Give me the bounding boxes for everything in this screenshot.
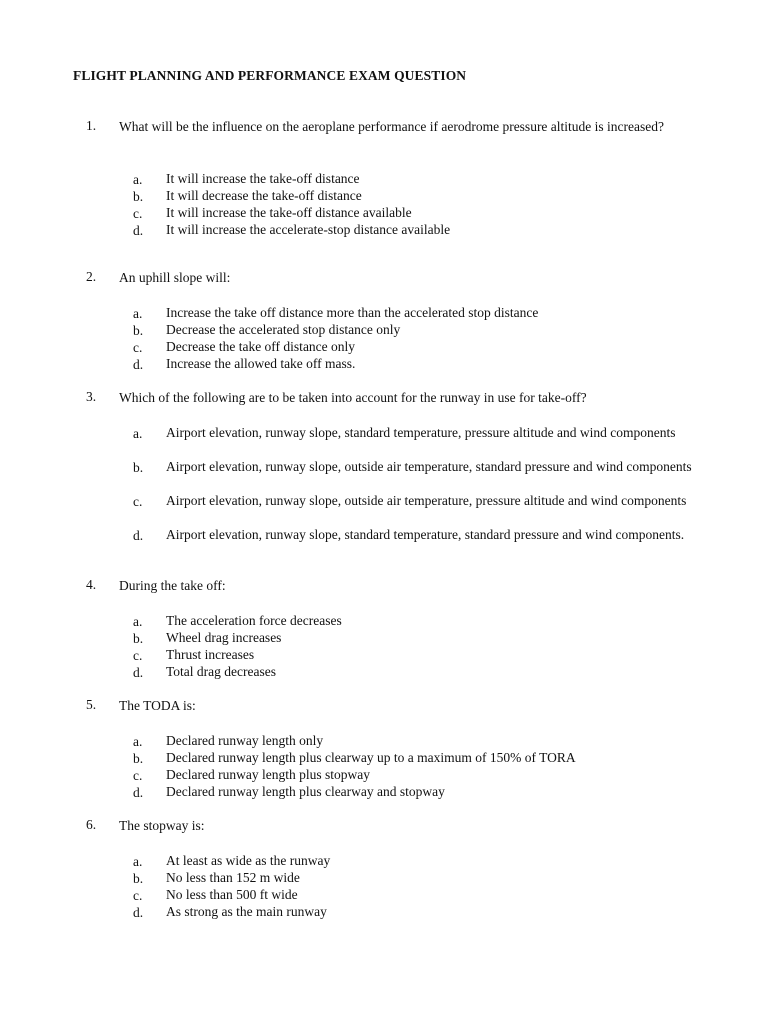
option-letter: c. bbox=[133, 648, 143, 663]
option-letter: c. bbox=[133, 206, 143, 221]
option-letter: b. bbox=[133, 460, 144, 475]
question-number: 4. bbox=[86, 577, 97, 592]
question-text: The TODA is: bbox=[119, 698, 196, 713]
option-letter: b. bbox=[133, 189, 144, 204]
question-text: The stopway is: bbox=[119, 818, 205, 833]
option-letter: a. bbox=[133, 734, 143, 749]
document-title: FLIGHT PLANNING AND PERFORMANCE EXAM QUESTION bbox=[73, 68, 467, 83]
option-letter: c. bbox=[133, 340, 143, 355]
option-letter: a. bbox=[133, 614, 143, 629]
option-text: Declared runway length plus clearway up to a maximum of 150% of TORA bbox=[166, 750, 576, 765]
question-text: An uphill slope will: bbox=[119, 270, 231, 285]
option-letter: d. bbox=[133, 905, 144, 920]
question-text: Which of the following are to be taken into account for the runway in use for take-off? bbox=[119, 390, 587, 405]
option-text: Decrease the take off distance only bbox=[166, 339, 356, 354]
option-text: At least as wide as the runway bbox=[166, 853, 331, 868]
option-letter: a. bbox=[133, 172, 143, 187]
option-text: It will decrease the take-off distance bbox=[166, 188, 362, 203]
option-text: Declared runway length only bbox=[166, 733, 324, 748]
question-text: During the take off: bbox=[119, 578, 226, 593]
option-letter: c. bbox=[133, 494, 143, 509]
option-letter: b. bbox=[133, 323, 144, 338]
option-text: As strong as the main runway bbox=[166, 904, 327, 919]
option-letter: d. bbox=[133, 223, 144, 238]
question-text: What will be the influence on the aeroplane performance if aerodrome pressure altitude is increased? bbox=[119, 119, 665, 134]
option-letter: d. bbox=[133, 528, 144, 543]
option-text: Wheel drag increases bbox=[166, 630, 282, 645]
question-number: 3. bbox=[86, 389, 97, 404]
option-text: It will increase the take-off distance bbox=[166, 171, 360, 186]
option-letter: d. bbox=[133, 785, 144, 800]
option-text: Airport elevation, runway slope, outside air temperature, standard pressure and wind components bbox=[166, 459, 692, 474]
option-letter: b. bbox=[133, 871, 144, 886]
option-letter: d. bbox=[133, 665, 144, 680]
option-text: Increase the allowed take off mass. bbox=[166, 356, 356, 371]
option-text: Declared runway length plus stopway bbox=[166, 767, 370, 782]
option-text: Total drag decreases bbox=[166, 664, 276, 679]
option-text: Airport elevation, runway slope, standard temperature, standard pressure and wind components. bbox=[166, 527, 685, 542]
option-text: Thrust increases bbox=[166, 647, 255, 662]
option-text: Airport elevation, runway slope, outside air temperature, pressure altitude and wind components bbox=[166, 493, 687, 508]
option-letter: c. bbox=[133, 888, 143, 903]
question-number: 2. bbox=[86, 269, 97, 284]
option-text: Airport elevation, runway slope, standard temperature, pressure altitude and wind components bbox=[166, 425, 676, 440]
option-text: Increase the take off distance more than the accelerated stop distance bbox=[166, 305, 539, 320]
option-text: No less than 152 m wide bbox=[166, 870, 300, 885]
option-letter: d. bbox=[133, 357, 144, 372]
question-number: 5. bbox=[86, 697, 97, 712]
option-letter: a. bbox=[133, 426, 143, 441]
option-text: No less than 500 ft wide bbox=[166, 887, 298, 902]
option-text: Declared runway length plus clearway and stopway bbox=[166, 784, 445, 799]
option-letter: b. bbox=[133, 631, 144, 646]
option-letter: b. bbox=[133, 751, 144, 766]
option-text: It will increase the take-off distance available bbox=[166, 205, 412, 220]
option-letter: c. bbox=[133, 768, 143, 783]
option-text: It will increase the accelerate-stop distance available bbox=[166, 222, 451, 237]
option-letter: a. bbox=[133, 854, 143, 869]
question-number: 6. bbox=[86, 817, 97, 832]
option-letter: a. bbox=[133, 306, 143, 321]
option-text: The acceleration force decreases bbox=[166, 613, 342, 628]
question-number: 1. bbox=[86, 118, 97, 133]
option-text: Decrease the accelerated stop distance only bbox=[166, 322, 401, 337]
